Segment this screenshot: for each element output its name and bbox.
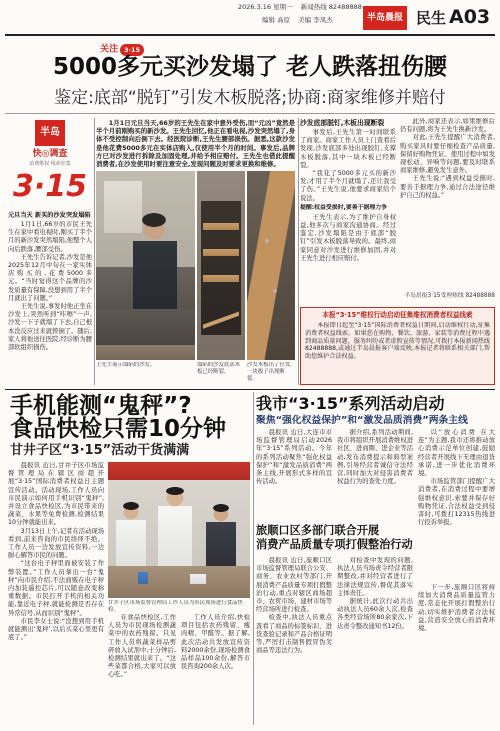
paragraph: 以“放心消费 在大连”为主题,我市还将推动放心消费示范单位创建,鼓励经营者开展线下无理由退货承诺,进一步优化消费环境。 [418, 429, 495, 478]
topic-tag-label: 关注 [100, 44, 119, 55]
city-column-3 [418, 429, 495, 579]
topic-tag-badge: 3·15 [120, 44, 144, 56]
photo-sofa-owner [96, 171, 195, 360]
column-rule [94, 118, 95, 385]
notice-body: 本报即日起至“3·15”国际消费者权益日期间,启动维权行动,征集消费者权益线索。如果您在购物、餐饮、旅游、家装等消费过程中遇到商品质量问题、服务纠纷或者虚假宣传等情况,可拨打本报新闻热线82488888,或通过半岛晨报客户端反映,本报记者将联系相关部门,帮助您维护合法权益。 [305, 322, 490, 361]
photo-caption: 甘井子区市场监督管理局工作人员为市民现场进行食品快检。 [108, 600, 243, 613]
photo-sofa-bottom [197, 171, 245, 360]
paragraph: 王先生表示,为了维护自身权益,他多次与商家沟通协商。经过鉴定,沙发塌陷是由于底部“脱钉”引发木板脱落导致的。最终,商家同意对沙发进行维修加固,并对王先生进行相应赔付。 [300, 213, 396, 262]
paragraph: 王先生说,事发时他正坐在沙发上,突然听到“咔嚓”一声,沙发一下子就塌了下去,自己根本没反应过来就摔倒了。随后,家人将他送往医院,经诊断为腰部软组织损伤。 [8, 303, 92, 352]
sofa-byline: 半岛晨报3·15受理热线 82488888 [404, 293, 495, 299]
lushun-column-2 [337, 557, 413, 725]
page-number: A03 [449, 6, 491, 28]
paragraph: 王先生告诉记者,沙发是他2025年12月中旬在一家实体店购买的,花费5000多元。“当时觉得这个品牌的沙发质量有保障,没想到用了半个月就出了问题。” [8, 253, 92, 302]
column-rule [298, 118, 299, 385]
left-column-heading: 元旦当天 新买的沙发突发塌陷 [8, 212, 91, 219]
city-headline: 我市“3·15”系列活动启动 [256, 394, 445, 413]
city-column-2 [337, 429, 413, 520]
photo-caption: 沙发木板出了位置,一块板子出现断裂。 [247, 362, 292, 382]
header-designer: 美编 李凤杰 [298, 16, 333, 24]
column-logo-name: 快◎调查 [32, 149, 68, 159]
paragraph: 对此,王先生提醒广大消费者,购买家具时要仔细检查产品质量,保留好购物凭证。使用过程中如发现松动、异响等问题,要及时联系商家维修,避免发生意外。 [400, 134, 495, 175]
subheadline-rule [5, 113, 495, 114]
city-column-1 [256, 429, 332, 520]
column-logo-brand: 半岛 [35, 120, 65, 146]
paragraph: 下一步,旅顺口区将持续加大消费品质量监管力度,常态化开展打假整治行动,切实维护消费者合法权益,营造安全放心的消费环境。 [418, 584, 495, 633]
column-rule [253, 392, 254, 725]
paragraph: 1月1日,66岁的市民王先生在家中看电视时,刚买了半个月的新沙发突然塌陷,他整个人向后跌落,腰部受伤。 [8, 221, 92, 253]
notice-box [300, 307, 495, 385]
food-headline-line1: 手机能测“鬼秤”? [10, 393, 192, 419]
column-logo [8, 118, 92, 210]
paragraph: 检查中,执法人员重点查看了商品的标签标识、进货查验记录和产品合格证明等,严厉打击制售假冒伪劣商品等违法行为。 [256, 614, 332, 655]
section-name: 民生 [416, 9, 447, 27]
photo-broken-plank [247, 171, 295, 360]
paragraph: 晨报讯 近日,甘井子区市场监督管理局在辖区商超开展“3·15”国际消费者权益日主题宣传活动。活动现场,工作人员向市民演示如何用手机识别“鬼秤”,并设立食品快检区,为市民带来的蔬菜、水果等免费检测,检测结果10分钟就能出来。 [8, 462, 104, 527]
paragraph: 3月13日上午,记者在活动现场看到,前来咨询的市民络绎不绝。工作人员一边发放宣传资料,一边耐心解答市民的问题。 [8, 527, 104, 560]
right-column-b [400, 118, 495, 288]
lead-paragraph: 1月1日元旦当天,66岁的王先生在家中意外受伤,而“元凶”竟然是半个月前刚购买的新沙发。王先生回忆,他正在看电视,沙发突然塌了,身体不受控制向后倒下去。经医院诊断,王先生腰部损伤。据悉,这款沙发是他花费5000多元在实体店购入,仅使用半个月的时间。事发后,品牌方已对沙发进行拆除及加固处理,并给予相应赔付。王先生也借此提醒消费者,在沙发使用时要注意安全,发现问题及时要求更换和维修。 [96, 119, 295, 169]
paragraph: 据介绍,系列活动期间,我市将组织开展消费维权进社区、进商圈、进企业等活动,发布消费提示和典型案例,引导经营者诚信守法经营,同时加大对侵害消费者权益行为的查处力度。 [337, 429, 413, 486]
paragraph: 在食品快检区,工作人员为市民现场检测蔬菜中的农药残留。只见工作人员将蔬菜样品剪碎放入试剂中,十分钟后,检测结果就出来了。“这些菜都合格,大家可以放心吃。” [108, 614, 176, 679]
header-rule [5, 34, 495, 36]
paragraph: 事发后,王先生第一时间联系了商家。商家工作人员上门查看后发现,沙发底部多处出现脱钉,支撑木板脱落,其中一块木板已经断裂。 [300, 129, 396, 169]
city-subheadline: 聚焦“强化权益保护”和“激发品质消费”两条主线 [256, 415, 468, 426]
column-logo-badge: 3·15 [12, 169, 88, 204]
header-editor: 编辑 高原 [262, 16, 291, 24]
section-heading: 沙发底部脱钉,木板出现断裂 [300, 119, 385, 127]
photo-food-testing [108, 462, 250, 598]
paragraph: 王先生说:“遇到权益受损时,要善于据理力争,通过合法途径维护自己的权益。” [400, 175, 495, 199]
paragraph: 市场监管部门提醒广大消费者,在消费过程中要增强维权意识,索要并保存好购物凭证,合法权益受到侵害时,可拨打12315热线进行投诉举报。 [418, 478, 495, 527]
newspaper-logo: 半岛晨报 [363, 6, 407, 30]
paragraph: 市民李女士说:“没想到用手机就能测出‘鬼秤’,以后买菜心里更有底了。” [8, 617, 104, 642]
notice-title: 本报“3·15”维权行动启动征集维权消费者权益线索 [322, 311, 473, 319]
header-dateline [238, 3, 362, 12]
left-column-body [8, 221, 92, 385]
section-divider [5, 389, 495, 390]
right-column-a [300, 118, 396, 305]
paragraph: 对检查中发现的问题,执法人员当场责令经营者限期整改,并对经营者进行了法律法规宣传,督促其落实主体责任。 [337, 557, 413, 597]
lushun-column-1 [256, 557, 332, 725]
header-credits [262, 16, 333, 25]
header-hotline: 新闻热线 82488888 [300, 3, 362, 11]
paragraph: “我花了5000多元买的新沙发,才用了半个月就塌了,还让我受了伤。”王先生说,他要求商家给个说法。 [300, 170, 396, 202]
photo-caption: 塌陷的沙发底部木板已经断裂。 [197, 362, 241, 375]
food-column-3 [181, 614, 250, 725]
section-heading: 提醒:权益受损时,要善于据理力争 [300, 204, 388, 211]
paragraph: 晨报讯 近日,大连市市场监督管理局启动2026年“3·15”系列活动。今年的系列活动聚焦“强化权益保护”和“激发品质消费”两条主线,开展形式多样的宣传活动。 [256, 429, 332, 486]
lushun-headline-line1: 旅顺口区多部门联合开展 [256, 524, 380, 537]
photo-caption: 王先生展示塌陷的沙发。 [96, 362, 156, 368]
paragraph: 工作人员介绍,快检项目包括农药残留、瘦肉精、甲醛等。据了解,此次活动共发放宣传资料2000余份,现场检测食品样品100余份,解答市民咨询200余人次。 [181, 614, 250, 671]
paragraph: 据统计,此次行动共出动执法人员60余人次,检查各类经营场所80余家次,下达责令整改通知书12份。 [337, 598, 413, 630]
sofa-lead [96, 119, 295, 169]
column-logo-tagline: 消费维权 线索征集 [29, 161, 71, 167]
sofa-subheadline: 鉴定:底部“脱钉”引发木板脱落;协商:商家维修并赔付 [54, 88, 446, 108]
food-column-2 [108, 614, 176, 725]
paragraph: “这台电子秤里面被安装了作弊装置。”工作人员拿出一台“鬼秤”向市民介绍,不法商贩在电子秤内加装遥控芯片,可以随意改变称重数据。市民打开手机的相关功能,靠近电子秤,就能检测是否存在异常信号,从而识别“鬼秤”。 [8, 560, 104, 617]
sofa-headline: 5000多元买沙发塌了 老人跌落扭伤腰 [52, 54, 448, 80]
food-column-1 [8, 462, 104, 725]
paragraph: 此外,商家还表示,如果维修后仍有问题,将为王先生换新沙发。 [400, 118, 495, 134]
lushun-headline-line2: 消费产品质量专项打假整治行动 [256, 538, 413, 551]
header-date: 2026.3.16 星期一 [238, 3, 293, 11]
food-headline-line2: 食品快检只需10分钟 [10, 416, 227, 442]
food-subheadline: 甘井子区“3·15”活动干货满满 [10, 443, 190, 458]
paragraph: 晨报讯 近日,旅顺口区市场监督管理局联合公安、商务、农业农村等部门,开展消费产品质量专项打假整治行动,重点对辖区商场超市、农贸市场、建材市场等经营场所进行检查。 [256, 557, 332, 614]
lushun-column-3 [418, 584, 495, 725]
